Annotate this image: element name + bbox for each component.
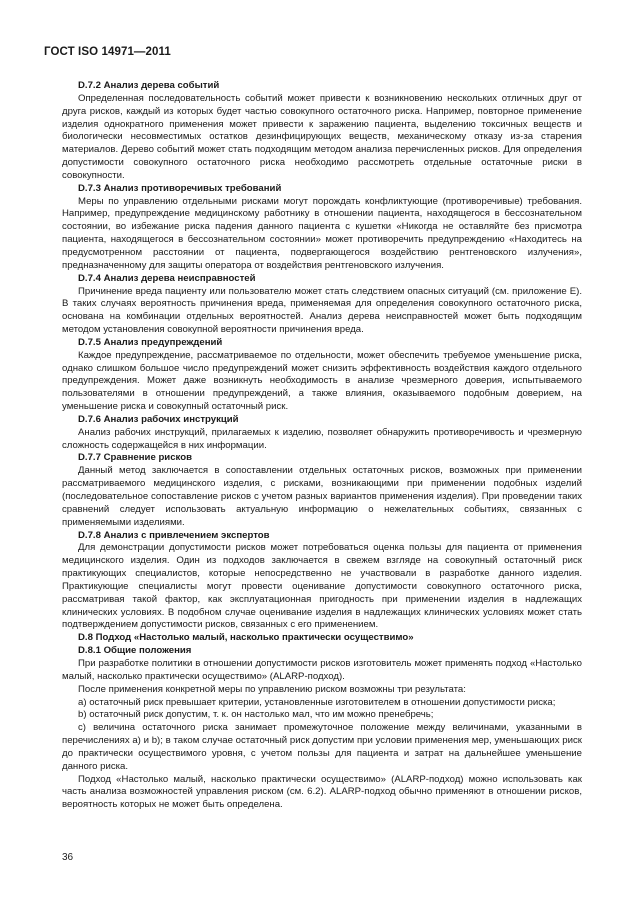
document-body [62,80,582,812]
paragraph: Каждое предупреждение, рассматриваемое по отдельности, может обеспечить требуемое уменьшение риска, однако слишком большое число предупреждений может снизить эффективность воздействия каждого отдельного предупреждения. Может даже возникнуть необходимость в анализе чрезмерного доверия, испытываемого пользователями в отношении предупреждений, а также влияния, оказываемого подобным доверием, на уменьшение риска и совокупный остаточный риск. [62,349,582,413]
section-heading: D.8.1 Общие положения [78,645,192,657]
list-item: b) остаточный риск допустим, т. к. он настолько мал, что им можно пренебречь; [78,709,434,721]
section-heading: D.7.4 Анализ дерева неисправностей [78,272,256,284]
paragraph: Для демонстрации допустимости рисков может потребоваться оценка пользы для пациента от применения медицинского изделия. Один из подходов заключается в свежем взгляде на совокупный остаточный риск практикующих специалистов, которые непосредственно не участвовали в разработке данного изделия. Практикующие специалисты могут провести оценивание допустимости совокупного остаточного риска, рассматривая такой фактор, как эксплуатационная пригодность при применении изделия в надлежащих клинических условиях. В подобном случае оценивание изделия в надлежащих клинических условиях может стать подтверждением допустимости рисков, связанных с его применением. [62,542,582,631]
paragraph: Анализ рабочих инструкций, прилагаемых к изделию, позволяет обнаружить противоречивость и чрезмерную сложность содержащейся в них информации. [62,426,582,451]
paragraph: Меры по управлению отдельными рисками могут порождать конфликтующие (противоречивые) требования. Например, предупреждение медицинскому работнику в отношении пациента, находящегося в бессознательном состоянии, во избежание риска падения данного пациента с кушетки «Никогда не оставляйте без присмотра пациента, находящегося в бессознательном состоянии» может противоречить предупреждению «Находитесь на предусмотренном расстоянии от пациента, подвергающегося воздействию рентгеновского излучения», предназначенному для защиты оператора от воздействия рентгеновского излучения. [62,195,582,271]
section-heading: D.7.6 Анализ рабочих инструкций [78,413,239,425]
paragraph: Подход «Настолько малый, насколько практически осуществимо» (ALARP-подход) можно использовать как часть анализа возможностей управления риском (см. 6.2). ALARP-подход обычно применяют в отношении рисков, вероятность которых не может быть определена. [62,773,582,811]
paragraph: Определенная последовательность событий может привести к возникновению нескольких отличных друг от друга рисков, каждый из которых будет частью совокупного остаточного риска. Например, повторное применение изделия однократного применения может привести к заражению пациента, выделению токсичных веществ и биологически несовместимых остатков дезинфицирующих веществ, механическому отказу из-за старения материалов. Дерево событий может стать подходящим методом анализа перечисленных рисков. Для определения допустимости совокупного остаточного риска необходимо рассмотреть отдельные остаточные риски в совокупности. [62,92,582,181]
section-heading: D.7.8 Анализ с привлечением экспертов [78,529,270,541]
list-item: а) остаточный риск превышает критерии, установленные изготовителем в отношении допустимости риска; [78,696,556,708]
section-heading: D.7.5 Анализ предупреждений [78,336,223,348]
paragraph: Данный метод заключается в сопоставлении отдельных остаточных рисков, возможных при применении рассматриваемого медицинского изделия, с рисками, возникающими при применении подобных изделий (последовательное сопоставление рисков с учетом разных вариантов применения изделия). При проведении таких сравнений следует использовать актуальную информацию о нежелательных событиях, связанных с применяемыми изделиями. [62,465,582,528]
page-header-title: ГОСТ ISO 14971—2011 [44,46,171,58]
paragraph: Причинение вреда пациенту или пользователю может стать следствием опасных ситуаций (см. приложение E). В таких случаях вероятность причинения вреда, применяемая для определения совокупного остаточного риска, основана на комбинации отдельных вероятностей. Анализ дерева неисправностей может быть подходящим методом установления совокупной вероятности причинения вреда. [62,285,582,336]
section-heading: D.7.3 Анализ противоречивых требований [78,182,282,194]
section-heading: D.8 Подход «Настолько малый, насколько практически осуществимо» [78,632,414,644]
section-heading: D.7.7 Сравнение рисков [78,452,192,464]
section-heading: D.7.2 Анализ дерева событий [78,80,220,91]
page-number: 36 [62,852,74,863]
list-item: c) величина остаточного риска занимает промежуточное положение между величинами, указанными в перечислениях а) и b); в таком случае остаточный риск допустим при условии применения мер, уменьшающих риск до практически осуществимого уровня, с учетом пользы для пациента и затрат на дальнейшее уменьшение данного риска. [62,722,582,772]
paragraph: После применения конкретной меры по управлению риском возможны три результата: [78,683,466,695]
paragraph: При разработке политики в отношении допустимости рисков изготовитель может применять подход «Настолько малый, насколько практически осуществимо» (ALARP-подход). [62,657,582,682]
